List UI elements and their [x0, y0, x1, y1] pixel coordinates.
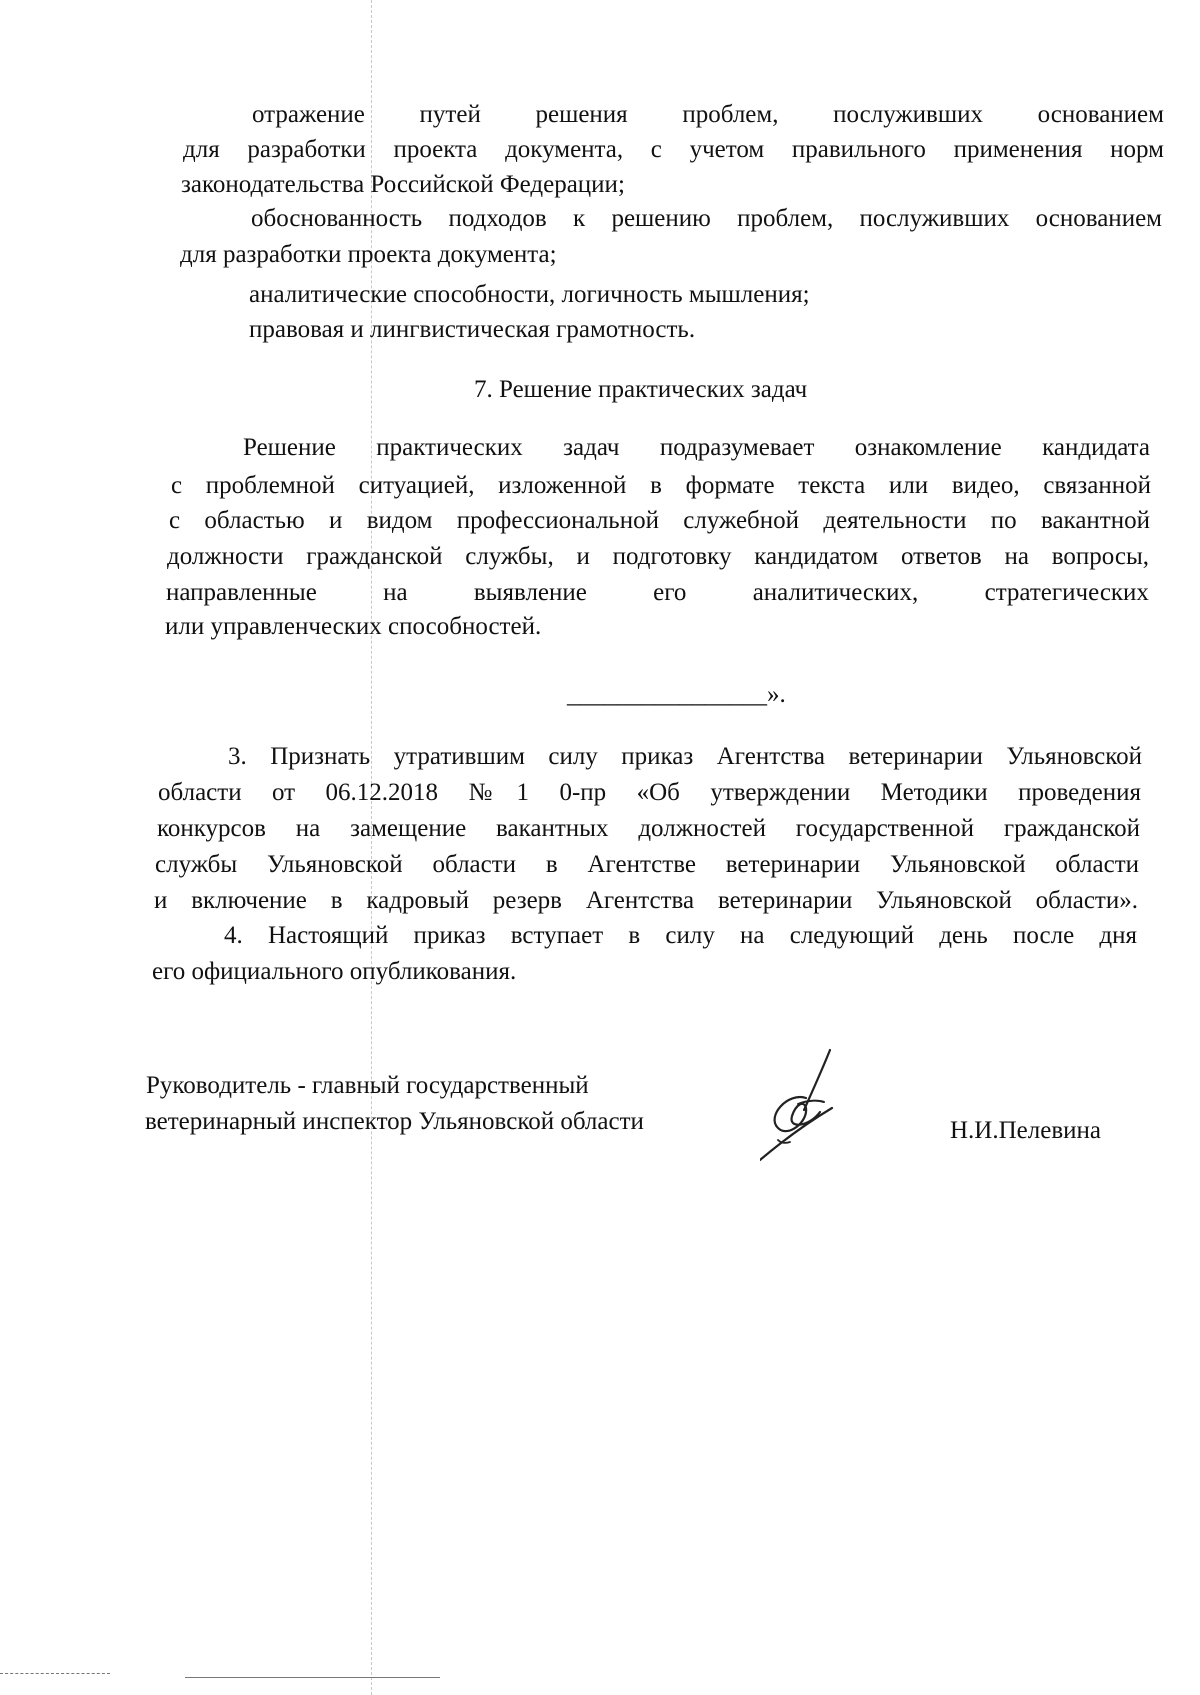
handwritten-signature — [760, 1030, 940, 1190]
criteria-line-7: правовая и лингвистическая грамотность. — [249, 316, 696, 343]
criteria-line-6: аналитические способности, логичность мышления; — [249, 281, 810, 308]
criteria-word: проблем, — [682, 101, 779, 128]
criteria-word: путей — [419, 101, 481, 128]
clause-3-line-1: 3. Признать утратившим силу приказ Агентства ветеринарии Ульяновской — [228, 743, 1142, 770]
signatory-position-line-1: Руководитель - главный государственный — [146, 1072, 589, 1099]
section-7-word: его — [653, 579, 687, 606]
section-7-line-3: с областью и видом профессиональной служебной деятельности по вакантной — [169, 507, 1150, 534]
criteria-line-5: для разработки проекта документа; — [180, 241, 557, 268]
criteria-line-4: обоснованность подходов к решению проблем, послуживших основанием — [251, 205, 1162, 232]
criteria-line-3: законодательства Российской Федерации; — [181, 171, 625, 198]
section-7-word: на — [383, 579, 408, 606]
criteria-word: отражение — [252, 101, 365, 128]
section-7-line-6: или управленческих способностей. — [165, 613, 542, 640]
criteria-word: основанием — [1037, 101, 1164, 128]
section-7-line-1: Решение практических задач подразумевает ознакомление кандидата — [243, 434, 1150, 461]
section-7-word: стратегических — [984, 579, 1149, 606]
criteria-line-2: для разработки проекта документа, с учетом правильного применения норм — [183, 136, 1164, 163]
clause-4-line-1: 4. Настоящий приказ вступает в силу на следующий день после дня — [224, 922, 1137, 949]
criteria-line-1 — [252, 100, 1164, 130]
clause-3-line-4: службы Ульяновской области в Агентстве ветеринарии Ульяновской области — [155, 851, 1139, 878]
clause-3-line-2: области от 06.12.2018 №1 0-пр «Об утверждении Методики проведения — [158, 779, 1141, 806]
clause-4-line-2: его официального опубликования. — [152, 958, 517, 985]
criteria-word: послуживших — [833, 101, 983, 128]
signatory-position-line-2: ветеринарный инспектор Ульяновской области — [145, 1108, 644, 1135]
section-7-word: выявление — [473, 579, 587, 606]
section-7-line-4: должности гражданской службы, и подготовку кандидатом ответов на вопросы, — [167, 543, 1149, 570]
clause-3-line-3: конкурсов на замещение вакантных должностей государственной гражданской — [157, 815, 1140, 842]
section-7-word: аналитических, — [752, 579, 919, 606]
criteria-word: решения — [535, 101, 628, 128]
scan-bottom-rule-1 — [0, 1673, 110, 1674]
signatory-name: Н.И.Пелевина — [950, 1117, 1101, 1144]
scan-bottom-rule-2 — [185, 1677, 440, 1678]
clause-3-line-5: и включение в кадровый резерв Агентства ветеринарии Ульяновской области». — [154, 887, 1138, 914]
section-7-heading: 7. Решение практических задач — [474, 376, 808, 403]
section-7-line-2: с проблемной ситуацией, изложенной в формате текста или видео, связанной — [171, 472, 1151, 499]
closing-quote-mark: ________________». — [567, 681, 786, 708]
section-7-word: направленные — [166, 579, 317, 606]
section-7-line-5 — [166, 578, 1149, 608]
